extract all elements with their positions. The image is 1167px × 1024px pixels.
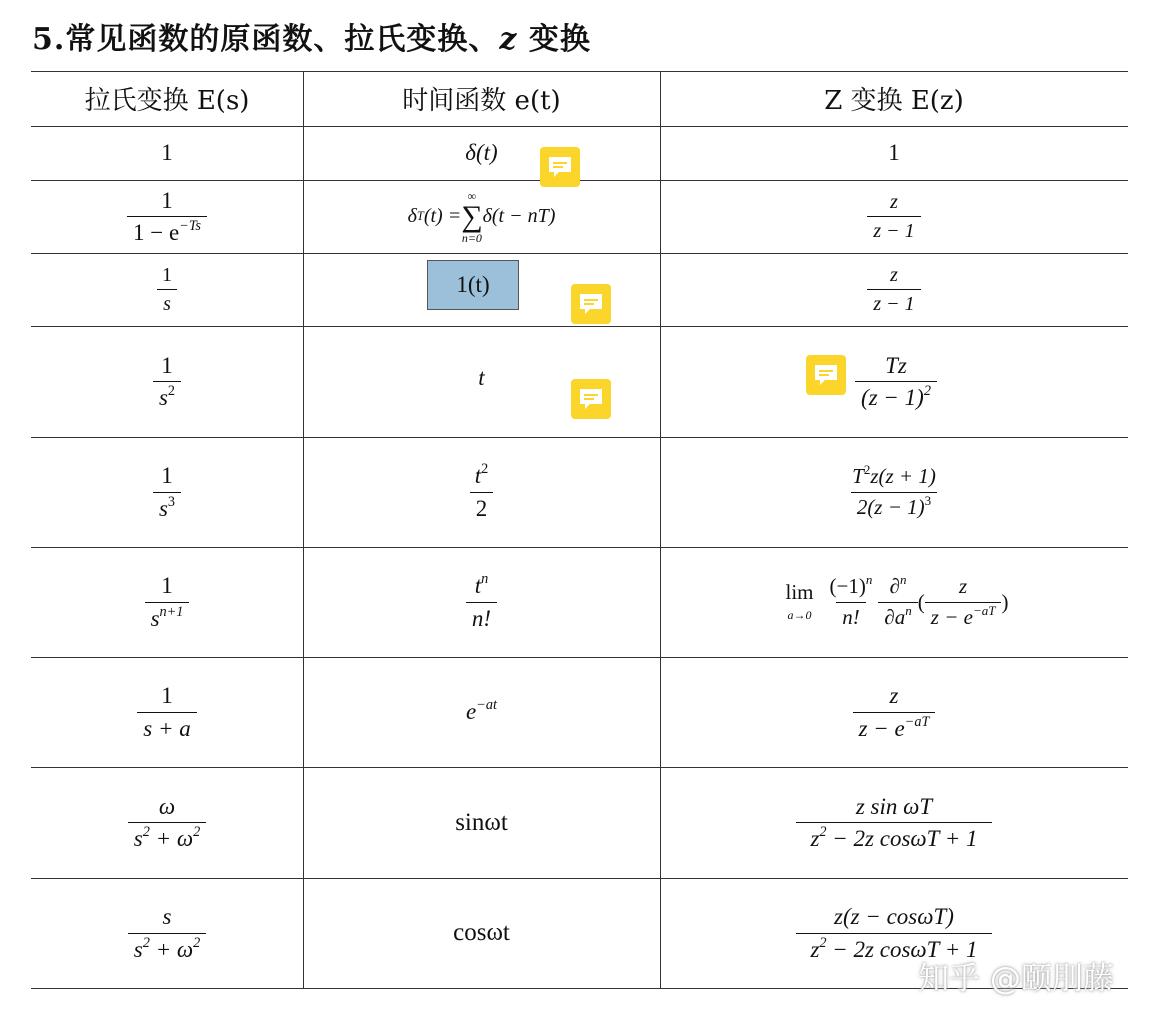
table-row-6-laplace: $\frac{1}{s^{n+1}}$ xyxy=(31,547,303,657)
table-row-5-laplace: $\frac{1}{s^3}$ xyxy=(31,437,303,547)
table-row-8-z: $\frac{\text{z sin ωT}}{z^2 - 2z \cos\omega T + 1}$ xyxy=(660,767,1128,878)
table-row-5-time: $\frac{t^2}{2}$ xyxy=(303,437,660,547)
table-row-7-laplace: $\frac{1}{s + a}$ xyxy=(31,657,303,767)
header-laplace: 拉氏变换 E(s) xyxy=(84,86,250,116)
header-z: Z 变换 E(z) xyxy=(824,86,964,116)
page-title: 5.常见函数的原函数、拉氏变换、z 变换 xyxy=(32,22,591,57)
table-row-3-z: $\frac{z}{z - 1}$ xyxy=(660,253,1128,326)
table-row-8-time: sinωt xyxy=(455,808,508,836)
table-row-5-z: $\frac{T^2z(z + 1)}{2(z - 1)^3}$ xyxy=(852,462,936,519)
table-row-2-laplace: $\frac{1}{1 - e^{-Ts}}$ xyxy=(31,180,303,253)
table-row-6-z: lim a→0 $\frac{(-1)^n}{n!}$ $\frac{\partial^n}{\partial a^n}$ ( $\frac{z}{z - e^{-aT}}$ ) xyxy=(785,572,1009,629)
watermark: 知乎 @颐刖藤 xyxy=(918,961,1114,997)
table-row-4-time: t xyxy=(478,364,485,390)
table-row-9-laplace: $\frac{s}{s^2 + \omega^2}$ xyxy=(31,878,303,988)
table-row-7-time: $e^{-at}$ xyxy=(466,697,497,724)
table-row-1-laplace: 1 xyxy=(161,140,173,165)
table-row-4-z: $\frac{Tz}{(z - 1)^2}$ xyxy=(660,326,1128,437)
table-row-8-laplace: $\frac{\omega}{s^2 + \omega^2}$ xyxy=(31,767,303,878)
comment-icon[interactable] xyxy=(571,379,611,419)
table-row-1-time: δ(t) xyxy=(465,140,498,165)
highlighted-formula-box[interactable]: 1(t) xyxy=(427,260,519,310)
header-time: 时间函数 e(t) xyxy=(402,86,561,116)
table-row-9-time: cosωt xyxy=(453,919,510,946)
table-row-1-z: 1 xyxy=(888,140,900,165)
table-row-7-z: $\frac{z}{z - e^{-aT}}$ xyxy=(660,657,1128,767)
table-row-2-z: $\frac{z}{z - 1}$ xyxy=(660,180,1128,253)
comment-icon[interactable] xyxy=(806,355,846,395)
table-row-9-z: $\frac{z(z - \cos\omega T)}{z^2 - 2z \cos\omega T + 1}$ xyxy=(660,878,1128,988)
table-row-3-laplace: $\frac{1}{s}$ xyxy=(31,253,303,326)
table-row-2-time: δ T (t) = ∞ ∑ n=0 δ(t − nT) xyxy=(407,188,556,245)
comment-icon[interactable] xyxy=(540,147,580,187)
table-row-4-laplace: $\frac{1}{s^2}$ xyxy=(31,326,303,437)
table-row-6-time: $\frac{t^n}{n!}$ xyxy=(303,547,660,657)
comment-icon[interactable] xyxy=(571,284,611,324)
